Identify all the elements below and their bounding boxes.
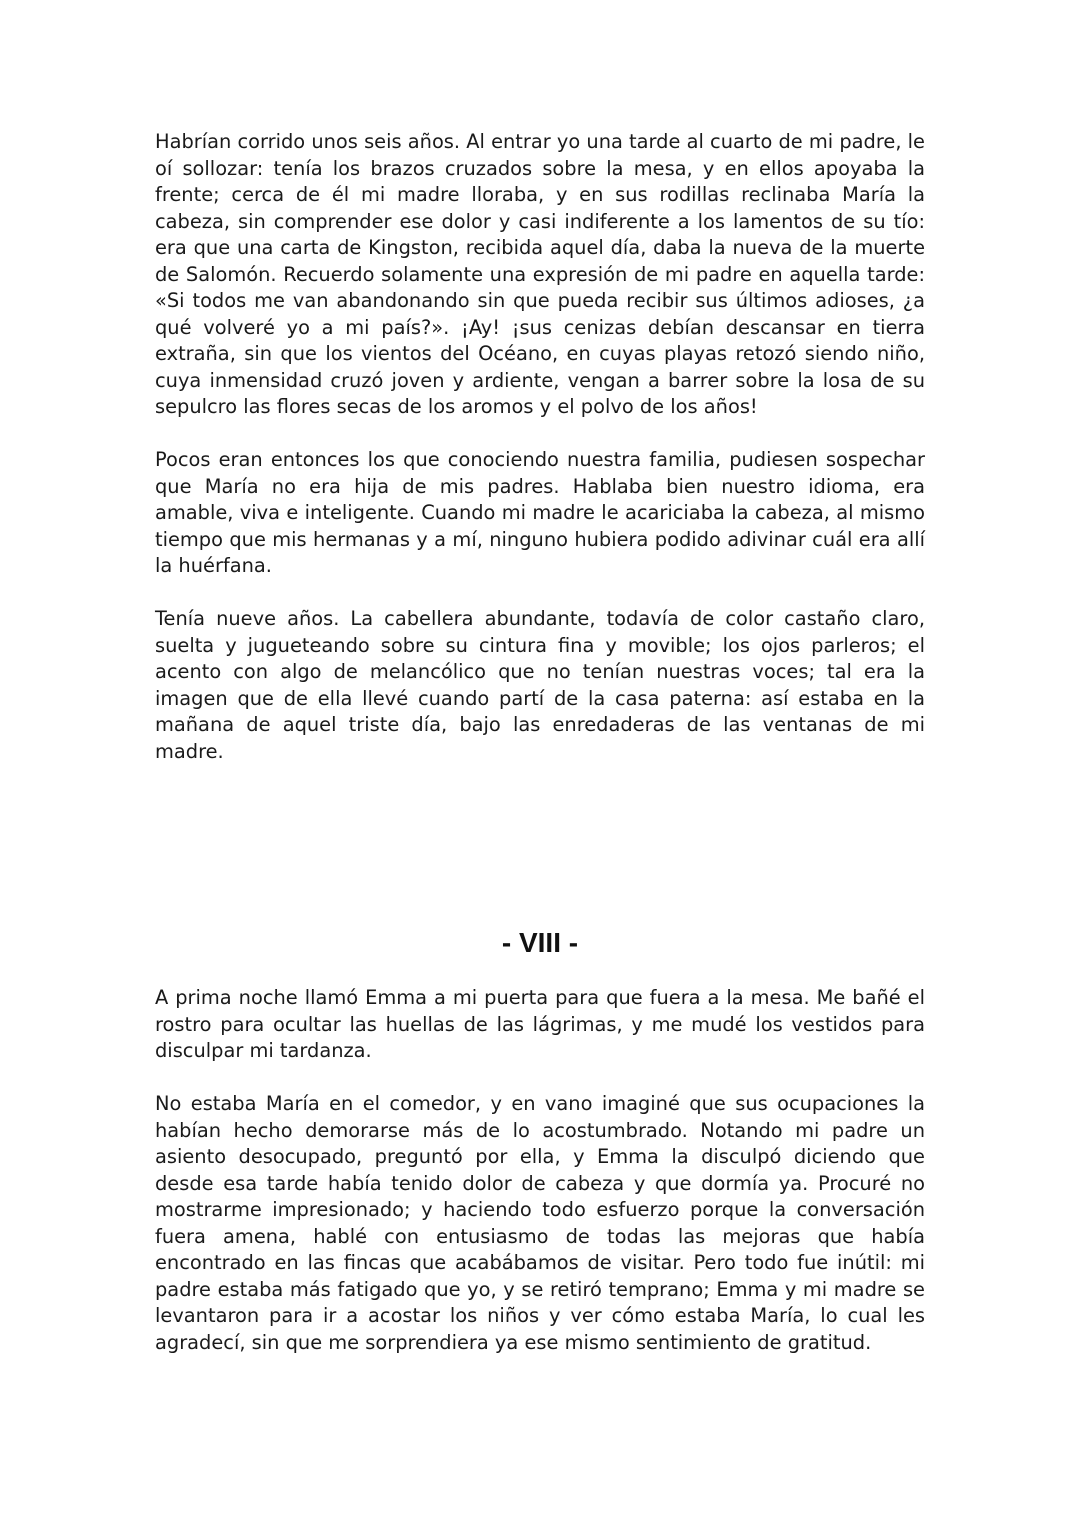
paragraph-emma-dinner: A prima noche llamó Emma a mi puerta para que fuera a la mesa. Me bañé el rostro para ocultar las huellas de las lágrimas, y me mudé los vestidos para disculpar mi tardanza.: [155, 986, 925, 1062]
paragraph-maria-portrait: Tenía nueve años. La cabellera abundante, todavía de color castaño claro, suelta y jugueteando sobre su cintura fina y movible; los ojos parleros; el acento con algo de melancólico que no tenían nuestras voces; tal era la imagen que de ella llevé cuando partí de la casa paterna: así estaba en la mañana de aquel triste día, bajo las enredaderas de las ventanas de mi madre.: [155, 607, 925, 763]
previous-chapter-text: [155, 129, 925, 792]
paragraph-dining-room: No estaba María en el comedor, y en vano imaginé que sus ocupaciones la habían hecho demorarse más de lo acostumbrado. Notando mi padre un asiento desocupado, preguntó por ella, y Emma la disculpó diciendo que desde esa tarde había tenido dolor de cabeza y que dormía ya. Procuré no mostrarme impresionado; y haciendo todo esfuerzo porque la conversación fuera amena, hablé con entusiasmo de todas las mejoras que había encontrado en las fincas que acabábamos de visitar. Pero todo fue inútil: mi padre estaba más fatigado que yo, y se retiró temprano; Emma y mi madre se levantaron para ir a acostar los niños y ver cómo estaba María, lo cual les agradecí, sin que me sorprendiera ya ese mismo sentimiento de gratitud.: [155, 1092, 925, 1354]
chapter-viii-text: [155, 985, 925, 1383]
paragraph-salomon-death: Habrían corrido unos seis años. Al entrar yo una tarde al cuarto de mi padre, le oí sollozar: tenía los brazos cruzados sobre la mesa, y en ellos apoyaba la frente; cerca de él mi madre lloraba, y en sus rodillas reclinaba María la cabeza, sin comprender ese dolor y casi indiferente a los lamentos de su tío: era que una carta de Kingston, recibida aquel día, daba la nueva de la muerte de Salomón. Recuerdo solamente una expresión de mi padre en aquella tarde: «Si todos me van abandonando sin que pueda recibir sus últimos adioses, ¿a qué volveré yo a mi país?». ¡Ay! ¡sus cenizas debían descansar en tierra extraña, sin que los vientos del Océano, en cuyas playas retozó siendo niño, cuya inmensidad cruzó joven y ardiente, vengan a barrer sobre la losa de su sepulcro las flores secas de los aromos y el polvo de los años!: [155, 130, 925, 418]
paragraph-maria-orphan: Pocos eran entonces los que conociendo nuestra familia, pudiesen sospechar que María no era hija de mis padres. Hablaba bien nuestro idioma, era amable, viva e inteligente. Cuando mi madre le acariciaba la cabeza, al mismo tiempo que mis hermanas y a mí, ninguno hubiera podido adivinar cuál era allí la huérfana.: [155, 448, 925, 577]
chapter-heading: - VIII -: [501, 927, 579, 958]
